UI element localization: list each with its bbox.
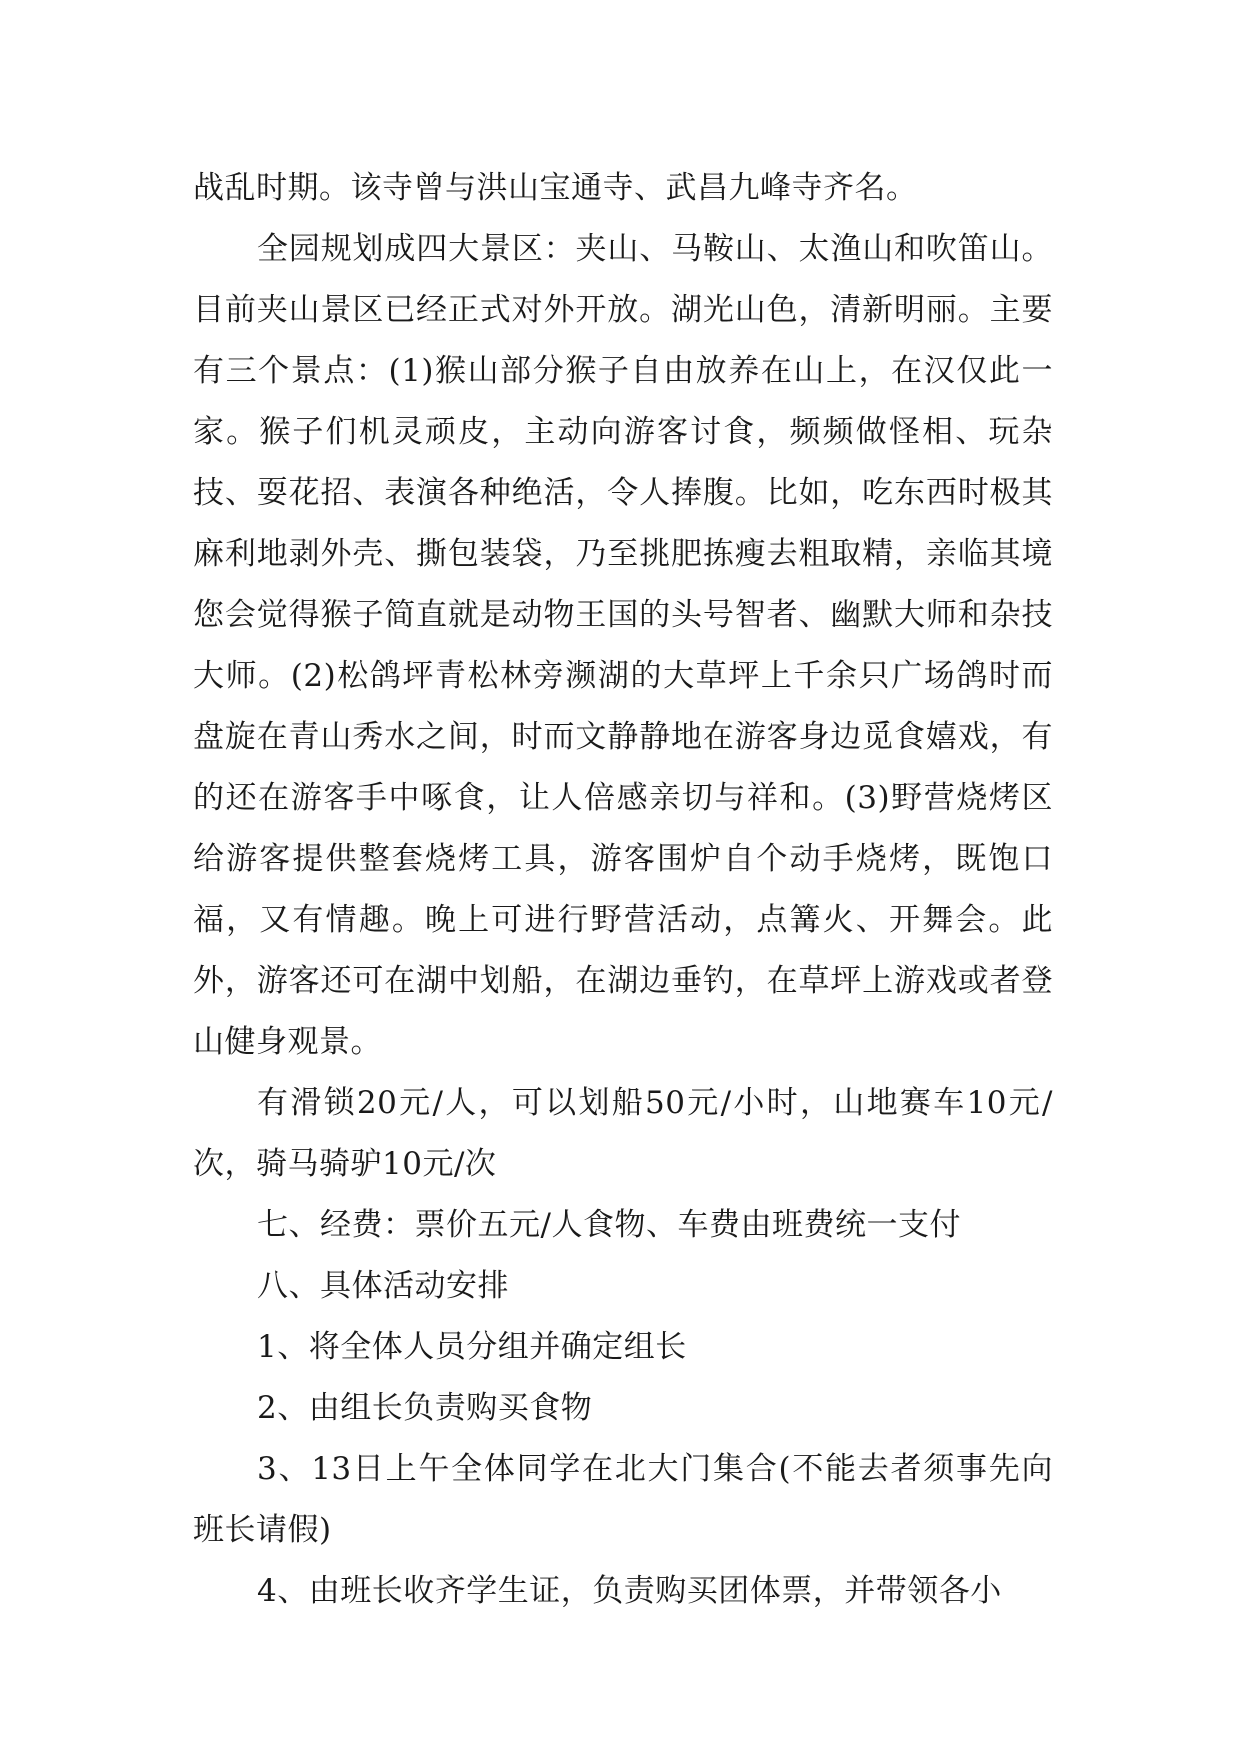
paragraph-9: 4、由班长收齐学生证，负责购买团体票，并带领各小 [257,1573,1002,1609]
paragraph-8: 3、13日上午全体同学在北大门集合(不能去者须事先向班长请假) [193,1451,1053,1548]
paragraph-1: 战乱时期。该寺曾与洪山宝通寺、武昌九峰寺齐名。 [193,170,918,206]
paragraph-5: 八、具体活动安排 [257,1268,509,1304]
paragraph-6: 1、将全体人员分组并确定组长 [257,1329,687,1365]
body-text [193,158,1053,1622]
paragraph-3: 有滑锁20元/人，可以划船50元/小时，山地赛车10元/次，骑马骑驴10元/次 [193,1085,1053,1182]
paragraph-4: 七、经费：票价五元/人食物、车费由班费统一支付 [257,1207,961,1243]
paragraph-2: 全园规划成四大景区：夹山、马鞍山、太渔山和吹笛山。目前夹山景区已经正式对外开放。湖光山色，清新明丽。主要有三个景点：(1)猴山部分猴子自由放养在山上，在汉仅此一家。猴子们机灵顽皮，主动向游客讨食，频频做怪相、玩杂技、耍花招、表演各种绝活，令人捧腹。比如，吃东西时极其麻利地剥外壳、撕包装袋，乃至挑肥拣瘦去粗取精，亲临其境您会觉得猴子简直就是动物王国的头号智者、幽默大师和杂技大师。(2)松鸽坪青松林旁濒湖的大草坪上千余只广场鸽时而盘旋在青山秀水之间，时而文静静地在游客身边觅食嬉戏，有的还在游客手中啄食，让人倍感亲切与祥和。(3)野营烧烤区给游客提供整套烧烤工具，游客围炉自个动手烧烤，既饱口福，又有情趣。晚上可进行野营活动，点篝火、开舞会。此外，游客还可在湖中划船，在湖边垂钓，在草坪上游戏或者登山健身观景。 [193,231,1053,1060]
paragraph-7: 2、由组长负责购买食物 [257,1390,593,1426]
